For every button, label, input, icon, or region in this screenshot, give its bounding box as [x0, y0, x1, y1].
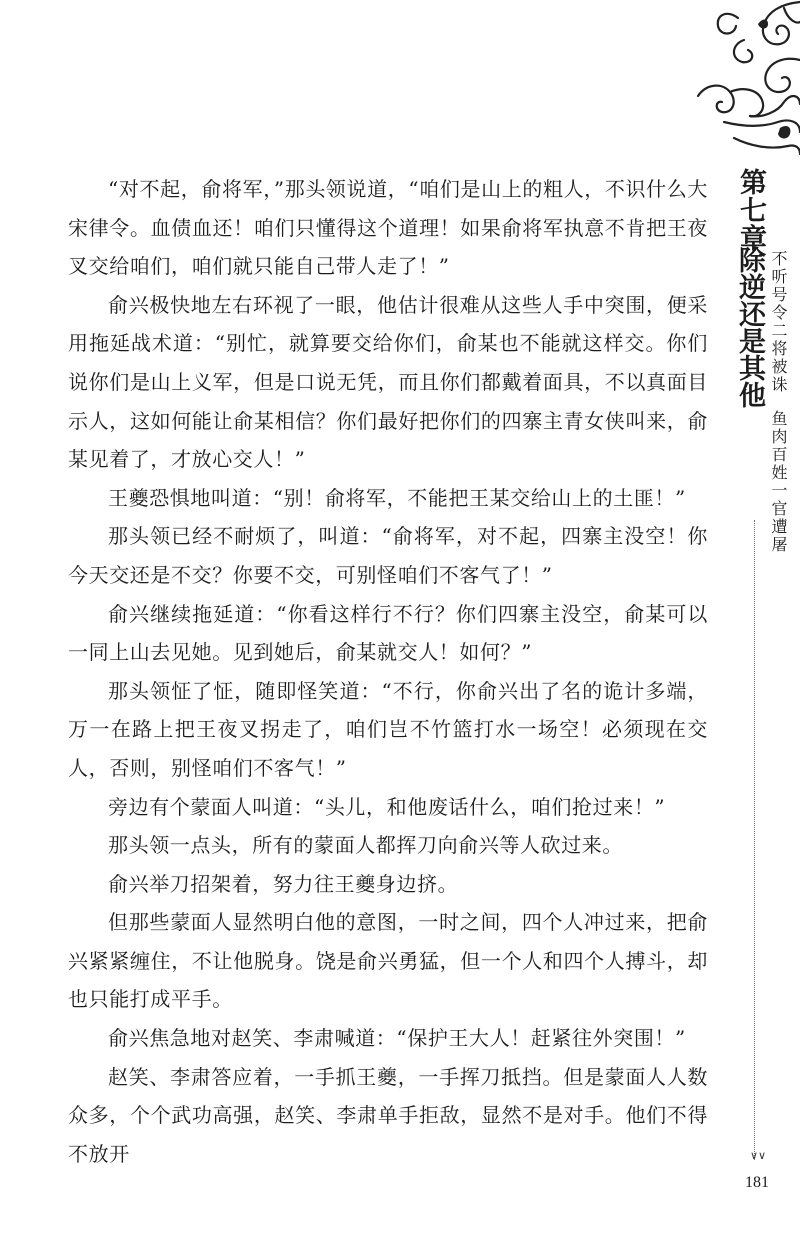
chapter-number: 第七章 [735, 168, 766, 252]
paragraph: 赵笑、李肃答应着，一手抓王夔，一手挥刀抵挡。但是蒙面人人数众多，个个武功高强，赵笑、李肃单手拒敌，显然不是对手。他们不得不放开 [68, 1064, 708, 1166]
chevron-down-icon: ∨∨ [749, 1149, 767, 1162]
cloud-ornament-icon [688, 0, 800, 160]
section-heading-2: 鱼肉百姓一官遭屠 [769, 410, 788, 554]
paragraph: “对不起，俞将军，”那头领说道，“咱们是山上的粗人，不识什么大宋律令。血债血还！咱们只懂得这个道理！如果俞将军执意不肯把王夜叉交给咱们，咱们就只能自己带人走了！” [68, 177, 708, 279]
paragraph: 那头领怔了怔，随即怪笑道：“不行，你俞兴出了名的诡计多端，万一在路上把王夜叉拐走了，咱们岂不竹篮打水一场空！必须现在交人，否则，别怪咱们不客气！” [68, 678, 708, 780]
chapter-title: 除逆还是其他 [734, 246, 765, 408]
section-heading-1: 不听号令二将被诛 [769, 250, 788, 394]
paragraph: 俞兴继续拖延道：“你看这样行不行？你们四寨主没空，俞某可以一同上山去见她。见到她后，俞某就交人！如何？” [68, 601, 708, 665]
paragraph: 但那些蒙面人显然明白他的意图，一时之间，四个人冲过来，把俞兴紧紧缠住，不让他脱身。饶是俞兴勇猛，但一个人和四个人搏斗，却也只能打成平手。 [68, 910, 708, 1012]
paragraph: 旁边有个蒙面人叫道：“头儿，和他废话什么，咱们抢过来！” [108, 794, 666, 819]
paragraph: 那头领已经不耐烦了，叫道：“俞将军，对不起，四寨主没空！你今天交还是不交？你要不交，可别怪咱们不客气了！” [68, 524, 708, 587]
paragraph: 俞兴举刀招架着，努力往王夔身边挤。 [108, 871, 459, 896]
paragraph: 俞兴焦急地对赵笑、李肃喊道：“保护王大人！赶紧往外突围！” [108, 1026, 686, 1051]
paragraph: 那头领一点头，所有的蒙面人都挥刀向俞兴等人砍过来。 [108, 833, 623, 858]
paragraph: 王夔恐惧地叫道：“别！俞将军，不能把王某交给山上的土匪！” [108, 485, 686, 510]
paragraph: 俞兴极快地左右环视了一眼，他估计很难从这些人手中突围，便采用拖延战术道：“别忙，就算要交给你们，俞某也不能就这样交。你们说你们是山上义军，但是口说无凭，而且你们都戴着面具，不以真面目示人，这如何能让俞某相信？你们最好把你们的四寨主青女侠叫来，俞某见着了，才放心交人！” [68, 292, 708, 472]
margin-divider [754, 520, 755, 1160]
main-text [68, 170, 708, 1173]
page-number: 181 [745, 1174, 769, 1191]
